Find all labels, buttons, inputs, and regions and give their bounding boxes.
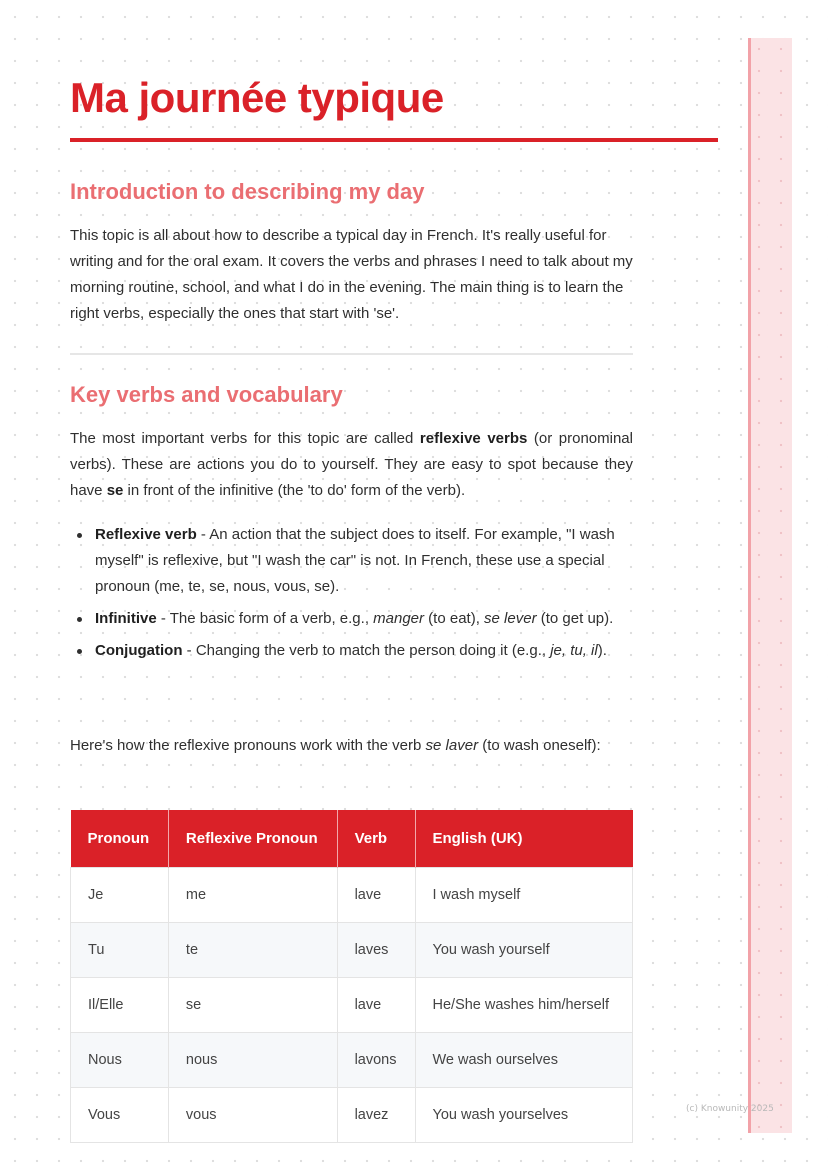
bold-term: reflexive verbs <box>419 430 528 447</box>
column-header: Pronoun <box>71 810 169 867</box>
table-cell: laves <box>337 922 415 977</box>
table-cell: lave <box>337 867 415 922</box>
definition-text: (to eat), <box>424 610 485 627</box>
section-divider <box>70 353 633 355</box>
table-cell: Vous <box>71 1087 169 1142</box>
italic-text: se lever <box>484 610 537 627</box>
intro-paragraph: This topic is all about how to describe a typical day in French. It's really useful for writing and for the oral exam. It covers the verbs and phrases I need to talk about my morning routine, school, and what I do in the evening. The main thing is to learn the right verbs, especially the ones that start with 'se'. <box>70 227 633 322</box>
definition-text: - An action that the subject does to itself. For example, "I wash myself" is reflexive, but "I wash the car" is not. In French, these use a special pronoun (me, te, se, nous, vous, se). <box>95 526 615 595</box>
title-underline <box>70 138 718 142</box>
bold-term: Conjugation <box>95 642 183 659</box>
text-run: The most important verbs for this topic are called <box>70 430 420 447</box>
table-cell: lave <box>337 977 415 1032</box>
pronoun-intro-paragraph <box>70 733 633 759</box>
table-cell: me <box>168 867 337 922</box>
italic-text: je, tu, il <box>550 642 598 659</box>
table-cell: I wash myself <box>415 867 633 922</box>
definition-text: - Changing the verb to match the person doing it (e.g., <box>182 642 551 659</box>
definition-text: (to get up). <box>536 610 614 627</box>
list-item <box>70 522 633 600</box>
key-verbs-paragraph <box>70 426 633 504</box>
page-header <box>70 72 633 124</box>
italic-text: se laver <box>425 737 479 754</box>
table-row <box>71 1032 633 1087</box>
text-run: Here's how the reflexive pronouns work with the verb <box>70 737 426 754</box>
table-cell: nous <box>168 1032 337 1087</box>
list-item <box>70 638 633 664</box>
bold-term: Reflexive verb <box>95 526 197 543</box>
table-cell: Je <box>71 867 169 922</box>
definition-list <box>70 522 633 670</box>
table-cell: Il/Elle <box>71 977 169 1032</box>
italic-text: manger <box>373 610 425 627</box>
table-header-row <box>71 810 633 867</box>
column-header: Reflexive Pronoun <box>168 810 337 867</box>
table-cell: lavez <box>337 1087 415 1142</box>
margin-line <box>748 38 751 1133</box>
text-run: (or pronominal verbs). These are actions you do to yourself. They are easy to spot because they have <box>70 430 633 499</box>
list-item <box>70 606 633 632</box>
bold-term: se <box>106 482 124 499</box>
column-header: Verb <box>337 810 415 867</box>
table-cell: se <box>168 977 337 1032</box>
table-cell: Nous <box>71 1032 169 1087</box>
table-row <box>71 867 633 922</box>
table-row <box>71 1087 633 1142</box>
page-title: Ma journée typique <box>70 74 444 121</box>
notebook-margin <box>748 38 792 1133</box>
table-cell: Tu <box>71 922 169 977</box>
table-cell: vous <box>168 1087 337 1142</box>
intro-heading: Introduction to describing my day <box>70 179 425 204</box>
reflexive-pronoun-table <box>70 810 633 1143</box>
table-row <box>71 922 633 977</box>
table-row <box>71 977 633 1032</box>
text-run: in front of the infinitive (the 'to do' form of the verb). <box>123 482 466 499</box>
table-cell: He/She washes him/herself <box>415 977 633 1032</box>
table-cell: te <box>168 922 337 977</box>
table-cell: You wash yourself <box>415 922 633 977</box>
table-cell: lavons <box>337 1032 415 1087</box>
table-cell: You wash yourselves <box>415 1087 633 1142</box>
definition-text: ). <box>597 642 607 659</box>
copyright-footer: (c) Knowunity 2025 <box>686 1104 774 1114</box>
table-cell: We wash ourselves <box>415 1032 633 1087</box>
definition-text: - The basic form of a verb, e.g., <box>156 610 374 627</box>
column-header: English (UK) <box>415 810 633 867</box>
key-verbs-heading: Key verbs and vocabulary <box>70 382 343 407</box>
bold-term: Infinitive <box>95 610 157 627</box>
text-run: (to wash oneself): <box>478 737 601 754</box>
